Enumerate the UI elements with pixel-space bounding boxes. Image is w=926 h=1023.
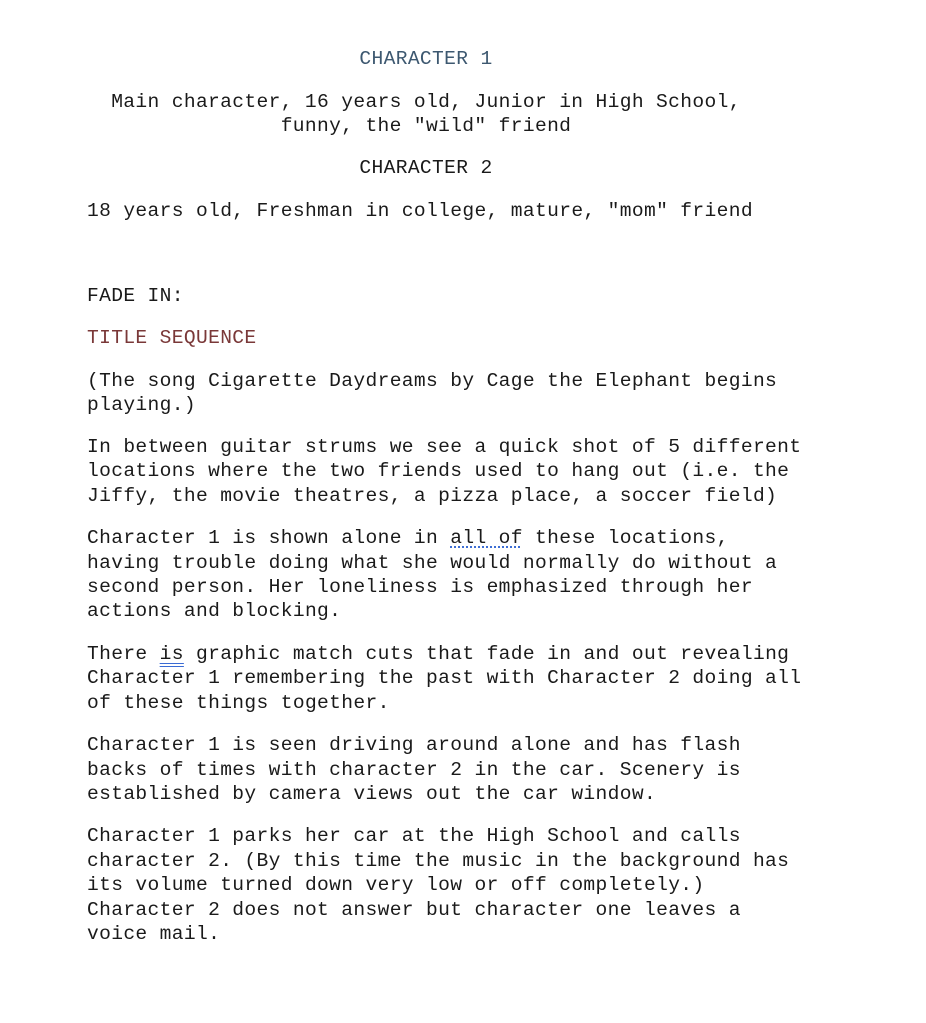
action-para-4-line-3: of these things together. <box>87 692 390 714</box>
action-para-4-line-1 <box>87 642 789 666</box>
action-para-5-line-1: Character 1 is seen driving around alone and has flash <box>87 734 741 756</box>
action-para-6-line-4: Character 2 does not answer but character one leaves a <box>87 899 741 921</box>
action-para-3-line-3: second person. Her loneliness is emphasized through her <box>87 576 753 598</box>
action-para-6-line-1: Character 1 parks her car at the High School and calls <box>87 825 741 847</box>
character-2-heading: CHARACTER 2 <box>359 157 493 179</box>
action-para-6-line-3: its volume turned down very low or off completely.) <box>87 874 705 896</box>
action-para-6-line-2: character 2. (By this time the music in the background has <box>87 850 790 872</box>
text-run: these locations, <box>522 527 729 549</box>
action-para-1-line-2: playing.) <box>87 394 196 416</box>
action-para-2-line-2: locations where the two friends used to hang out (i.e. the <box>87 460 790 482</box>
action-para-3-line-4: actions and blocking. <box>87 600 342 622</box>
grammar-flag-all-of[interactable]: all of <box>450 527 523 549</box>
action-para-5-line-3: established by camera views out the car window. <box>87 783 657 805</box>
character-1-description-line-1: Main character, 16 years old, Junior in High School, <box>111 91 741 113</box>
action-para-3-line-1 <box>87 526 729 550</box>
action-para-2-line-1: In between guitar strums we see a quick shot of 5 different <box>87 436 802 458</box>
grammar-flag-is[interactable]: is <box>159 643 184 665</box>
character-1-description-line-2: funny, the "wild" friend <box>280 115 572 137</box>
action-para-5-line-2: backs of times with character 2 in the car. Scenery is <box>87 759 741 781</box>
action-para-1-line-1: (The song Cigarette Daydreams by Cage the Elephant begins <box>87 370 778 392</box>
text-run: graphic match cuts that fade in and out revealing <box>183 643 790 665</box>
action-para-3-line-2: having trouble doing what she would normally do without a <box>87 552 778 574</box>
transition-fade-in: FADE IN: <box>87 285 184 307</box>
action-para-4-line-2: Character 1 remembering the past with Character 2 doing all <box>87 667 802 689</box>
text-run: There <box>87 643 160 665</box>
scene-heading: TITLE SEQUENCE <box>87 327 257 349</box>
character-2-description: 18 years old, Freshman in college, mature, "mom" friend <box>87 200 753 222</box>
text-run: Character 1 is shown alone in <box>87 527 451 549</box>
character-1-heading: CHARACTER 1 <box>359 48 493 70</box>
action-para-2-line-3: Jiffy, the movie theatres, a pizza place, a soccer field) <box>87 485 778 507</box>
action-para-6-line-5: voice mail. <box>87 923 221 945</box>
